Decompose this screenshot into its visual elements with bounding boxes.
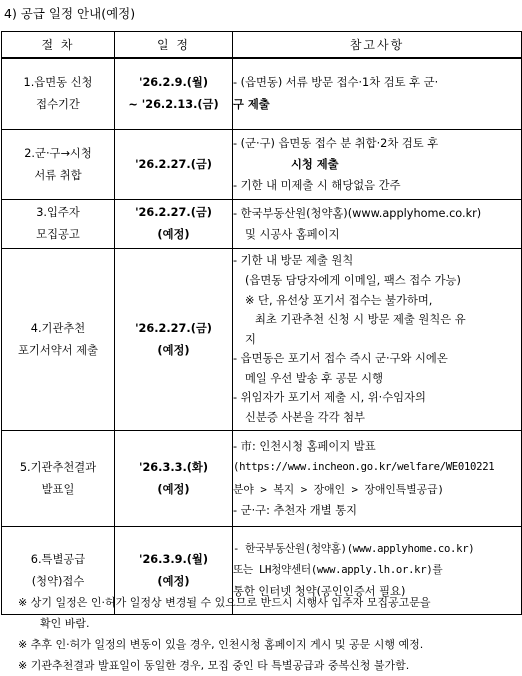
header-date: 일 정 bbox=[115, 32, 233, 58]
footnote-continuation: 확인 바람. bbox=[40, 617, 90, 630]
step-cell: 1.읍면동 신청 접수기간 bbox=[2, 58, 115, 130]
step-cell: 6.특별공급 (청약)접수 bbox=[2, 527, 115, 615]
table-row bbox=[2, 200, 522, 249]
footnotes bbox=[18, 592, 518, 676]
header-step: 절 차 bbox=[2, 32, 115, 58]
footnote: ※ 추후 인·허가 일정의 변동이 있을 경우, 인천시청 홈페이지 게시 및 공문 시행 예정. bbox=[18, 638, 424, 651]
table-header-row bbox=[2, 32, 522, 58]
notes-cell: - 기한 내 방문 제출 원칙 (읍면동 담당자에게 이메일, 팩스 접수 가능) ※ 단, 유선상 포기서 접수는 불가하며, 최초 기관추천 신청 시 방문 제출 원칙은 유 지 - 읍면동은 포기서 접수 즉시 군·구와 시에온 메일 우선 발송 후 공문 시행 - 위임자가 포기서 제출 시, 위·수임자의 신분증 사본을 각각 첨부 bbox=[233, 249, 522, 431]
section-title: 4) 공급 일정 안내(예정) bbox=[4, 6, 136, 21]
step-cell: 5.기관추천결과 발표일 bbox=[2, 431, 115, 527]
notes-cell: - (군·구) 읍면동 접수 분 취합·2차 검토 후 시청 제출 - 기한 내 미제출 시 해당없음 간주 bbox=[233, 130, 522, 200]
date-cell: '26.3.9.(월) (예정) bbox=[115, 527, 233, 615]
table-row bbox=[2, 58, 522, 130]
notes-cell: - (읍면동) 서류 방문 접수·1차 검토 후 군· 구 제출 bbox=[233, 58, 522, 130]
footnote: ※ 기관추천결과 발표일이 동일한 경우, 모집 중인 타 특별공급과 중복신청 불가함. bbox=[18, 659, 410, 672]
notes-cell: - 한국부동산원(청약홈)(www.applyhome.co.kr) 및 시공사 홈페이지 bbox=[233, 200, 522, 249]
table-row bbox=[2, 249, 522, 431]
date-cell: '26.2.9.(월) ~ '26.2.13.(금) bbox=[115, 58, 233, 130]
step-cell: 2.군·구→시청 서류 취합 bbox=[2, 130, 115, 200]
schedule-table bbox=[1, 31, 522, 615]
header-notes: 참고사항 bbox=[233, 32, 522, 58]
date-cell: '26.2.27.(금) (예정) bbox=[115, 249, 233, 431]
table-row bbox=[2, 431, 522, 527]
step-cell: 3.입주자 모집공고 bbox=[2, 200, 115, 249]
date-cell: '26.2.27.(금) (예정) bbox=[115, 200, 233, 249]
footnote: ※ 상기 일정은 인·허가 일정상 변경될 수 있으므로 반드시 시행사 입주자 모집공고문을 bbox=[18, 596, 431, 609]
notes-cell: - 한국부동산원(청약홈)(www.applyhome.co.kr) 또는 LH청약센터(www.apply.lh.or.kr)를 통한 인터넷 청약(공인인증서 필요) bbox=[233, 527, 522, 615]
date-cell: '26.2.27.(금) bbox=[115, 130, 233, 200]
table-row bbox=[2, 130, 522, 200]
date-cell: '26.3.3.(화) (예정) bbox=[115, 431, 233, 527]
notes-cell: - 市: 인천시청 홈페이지 발표 (https://www.incheon.go.kr/welfare/WE010221 분야 > 복지 > 장애인 > 장애인특별공급) - 군·구: 추천자 개별 통지 bbox=[233, 431, 522, 527]
step-cell: 4.기관추천 포기서약서 제출 bbox=[2, 249, 115, 431]
